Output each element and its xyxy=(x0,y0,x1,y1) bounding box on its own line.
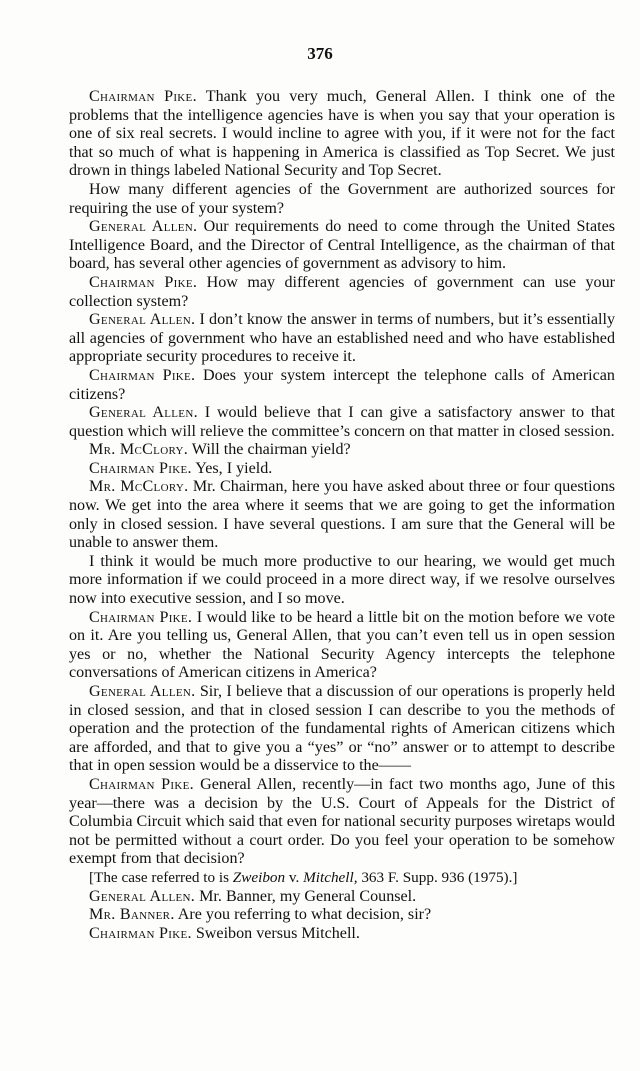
speech-text: Sir, I believe that a discussion of our operations is properly held in closed session, and that in closed session I can describe to you the methods of operation and the protection of the fundamental rights of American citizens which are afforded, and that to give you a “yes” or “no” answer or to attempt to describe that in open session would be a disservice to the—— xyxy=(69,683,615,775)
speech-text: I would like to be heard a little bit on the motion before we vote on it. Are you telling us, General Allen, that you can’t even tell us in open session yes or no, whether the National Security Agency intercepts the telephone conversations of American citizens in America? xyxy=(69,608,615,682)
case-name: Zweibon xyxy=(232,868,286,886)
testimony-text xyxy=(69,88,615,943)
speech-text: Our requirements do need to come through the United States Intelligence Board, and the Director of Central Intelligence, as the chairman of that board, has several other agencies of government as advisory to him. xyxy=(69,218,615,273)
speaker-name: General Allen. xyxy=(89,683,196,700)
paragraph xyxy=(69,683,615,776)
speech-text: I don’t know the answer in terms of numbers, but it’s essentially all agencies of government who have an established need and who have established appropriate security procedures to receive it. xyxy=(69,311,615,366)
speaker-name: Mr. Banner. xyxy=(89,906,175,924)
paragraph xyxy=(69,906,615,925)
speech-text: How may different agencies of government can use your collection system? xyxy=(69,273,615,310)
speech-text: Mr. Banner, my General Counsel. xyxy=(199,887,417,905)
speech-text: Does your system intercept the telephone calls of American citizens? xyxy=(69,366,615,403)
speech-text: General Allen, recently—in fact two months ago, June of this year—there was a decision by the U.S. Court of Appeals for the District of Columbia Circuit which said that even for national security purposes wiretaps would not be permitted without a court order. Do you feel your operation to be somehow exempt from that decision? xyxy=(69,775,615,868)
speech-text: Mr. Chairman, here you have asked about three or four questions now. We get into the area where it seems that we are going to get the information only in closed session. I have several questions. I am sure that the General will be unable to answer them. xyxy=(69,478,615,552)
paragraph xyxy=(69,478,615,552)
speaker-name: Chairman Pike. xyxy=(89,88,197,105)
note-text: [The case referred to is xyxy=(89,868,233,886)
speaker-name: Chairman Pike. xyxy=(89,608,193,626)
speech-text: Sweibon versus Mitchell. xyxy=(195,924,360,942)
paragraph-text: I think it would be much more productive to our hearing, we would get much more information if we could proceed in a more direct way, if we resolve ourselves now into executive session, and I so move. xyxy=(69,552,615,608)
speaker-name: General Allen. xyxy=(89,218,198,236)
paragraph xyxy=(69,888,615,907)
speaker-name: Chairman Pike. xyxy=(89,924,192,942)
speaker-name: Chairman Pike. xyxy=(89,273,198,291)
speech-text: Are you referring to what decision, sir? xyxy=(177,906,432,924)
paragraph xyxy=(69,553,615,609)
paragraph xyxy=(69,88,615,181)
speech-text: Will the chairman yield? xyxy=(191,441,351,459)
speech-text: I would believe that I can give a satisfactory answer to that question which will relieve the committee’s concern on that matter in closed session. xyxy=(69,404,616,440)
paragraph xyxy=(69,274,615,311)
case-party: Mitchell, xyxy=(303,868,358,886)
case-versus: v. xyxy=(285,868,304,886)
speaker-name: Mr. McClory. xyxy=(89,478,189,496)
paragraph xyxy=(69,181,615,218)
speech-text: Thank you very much, General Allen. I think one of the problems that the intelligence agencies have is when you say that your operation is one of six real secrets. I would incline to agree with you, if it were not for the fact that so much of what is happening in America is classified as Top Secret. We just drown in things labeled National Security and Top Secret. xyxy=(69,88,615,180)
speaker-name: Chairman Pike. xyxy=(89,775,194,793)
paragraph xyxy=(69,460,615,479)
paragraph xyxy=(69,218,615,274)
paragraph xyxy=(69,776,615,869)
paragraph xyxy=(69,925,615,944)
speaker-name: Mr. McClory. xyxy=(89,441,189,459)
case-citation: 363 F. Supp. 936 (1975).] xyxy=(357,868,518,886)
paragraph xyxy=(69,311,615,367)
paragraph xyxy=(69,609,615,683)
speaker-name: General Allen. xyxy=(89,311,196,329)
editorial-note xyxy=(69,869,615,888)
speaker-name: General Allen. xyxy=(89,404,198,422)
speaker-name: Chairman Pike. xyxy=(89,459,192,477)
paragraph xyxy=(69,404,615,441)
speaker-name: Chairman Pike. xyxy=(89,366,196,384)
paragraph xyxy=(69,441,615,460)
speaker-name: General Allen. xyxy=(89,887,196,905)
paragraph xyxy=(69,367,615,404)
page-number: 376 xyxy=(307,44,333,63)
speech-text: Yes, I yield. xyxy=(195,459,273,477)
paragraph-text: How many different agencies of the Government are authorized sources for requiring the use of your system? xyxy=(69,180,615,217)
